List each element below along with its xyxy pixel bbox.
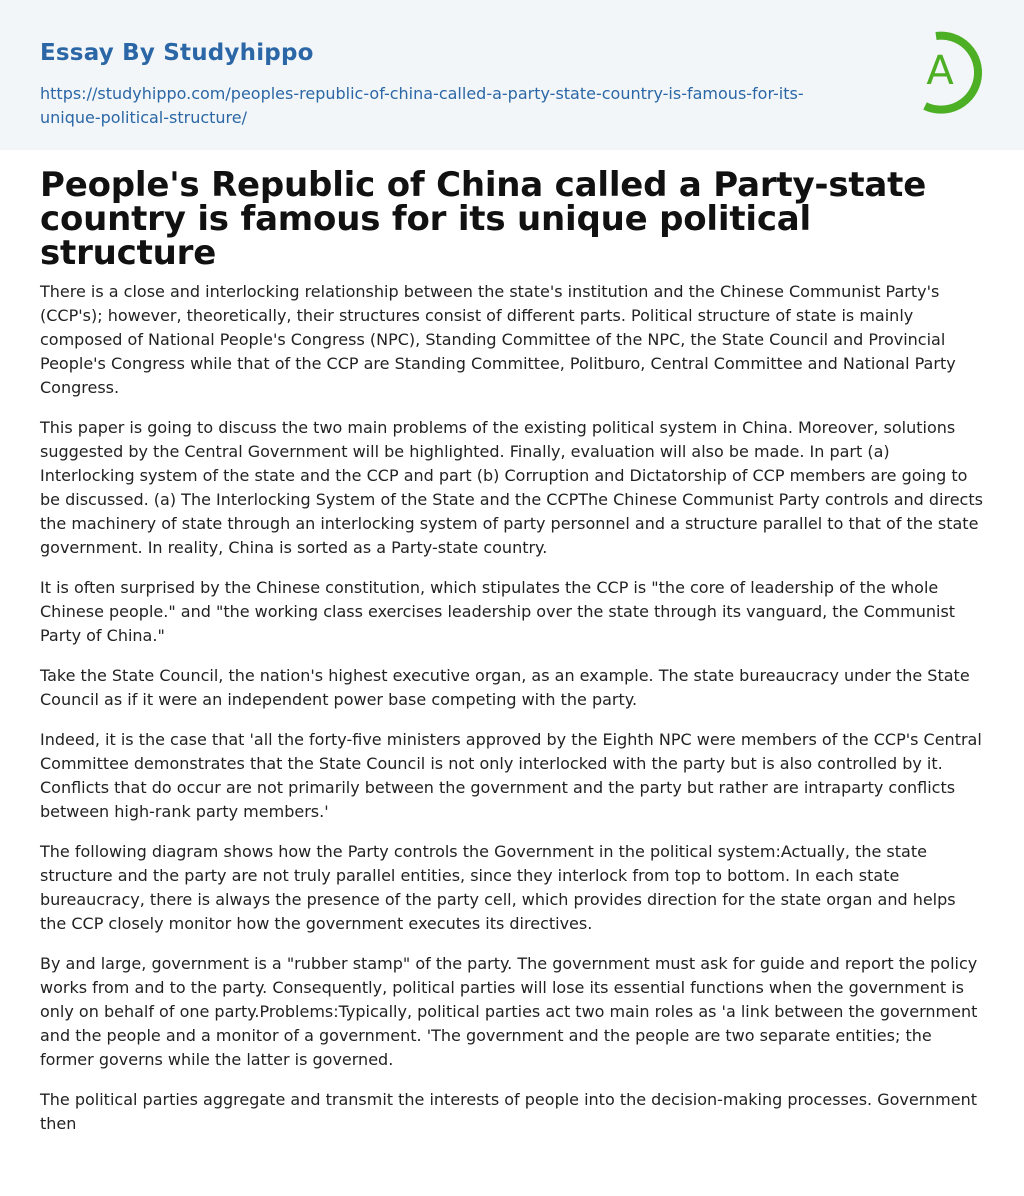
article-paragraph-1: There is a close and interlocking relationship between the state's institution and the Chinese Communist Party's (CCP's); however, theoretically, their structures consist of different parts. Political structure of state is mainly composed of National People's Congress (NPC), Standing Committee of the NPC, the State Council and Provincial People's Congress while that of the CCP are Standing Committee, Politburo, Central Committee and National Party Congress. — [40, 282, 956, 397]
studyhippo-logo-icon[interactable] — [906, 28, 988, 116]
article-paragraph-6: The following diagram shows how the Party controls the Government in the political system:Actually, the state structure and the party are not truly parallel entities, since they interlock from top to bottom. In each state bureaucracy, there is always the presence of the party cell, which provides direction for the state organ and helps the CCP closely monitor how the government executes its directives. — [40, 842, 956, 933]
article-paragraph-5: Indeed, it is the case that 'all the forty-five ministers approved by the Eighth NPC were members of the CCP's Central Committee demonstrates that the State Council is not only interlocked with the party but is also controlled by it. Conflicts that do occur are not primarily between the government and the party but rather are intraparty conflicts between high-rank party members.' — [40, 730, 982, 821]
article-paragraph-2: This paper is going to discuss the two main problems of the existing political system in China. Moreover, solutions suggested by the Central Government will be highlighted. Finally, evaluation will also be made. In part (a) Interlocking system of the state and the CCP and part (b) Corruption and Dictatorship of CCP members are going to be discussed. (a) The Interlocking System of the State and the CCPThe Chinese Communist Party controls and directs the machinery of state through an interlocking system of party personnel and a structure parallel to that of the state government. In reality, China is sorted as a Party-state country. — [40, 418, 983, 557]
article-paragraph-4: Take the State Council, the nation's highest executive organ, as an example. The state bureaucracy under the State Council as if it were an independent power base competing with the party. — [40, 666, 970, 709]
article-title: People's Republic of China called a Party-state country is famous for its unique political structure — [40, 165, 927, 273]
article-paragraph-7: By and large, government is a "rubber stamp" of the party. The government must ask for guide and report the policy works from and to the party. Consequently, political parties will lose its essential functions when the government is only on behalf of one party.Problems:Typically, political parties act two main roles as 'a link between the government and the people and a monitor of a government. 'The government and the people are two separate entities; the former governs while the latter is governed. — [40, 954, 978, 1069]
article-paragraph-8: The political parties aggregate and transmit the interests of people into the decision-making processes. Government then — [40, 1090, 977, 1133]
site-header — [0, 0, 1024, 150]
logo-letter: A — [926, 48, 954, 94]
essay-url-link[interactable]: https://studyhippo.com/peoples-republic-of-china-called-a-party-state-country-is-famous-for-its-unique-political-structure/ — [40, 84, 804, 127]
article-paragraph-3: It is often surprised by the Chinese constitution, which stipulates the CCP is "the core of leadership of the whole Chinese people." and "the working class exercises leadership over the state through its vanguard, the Communist Party of China." — [40, 578, 956, 645]
article — [40, 165, 984, 1136]
site-brand[interactable]: Essay By Studyhippo — [40, 40, 314, 66]
